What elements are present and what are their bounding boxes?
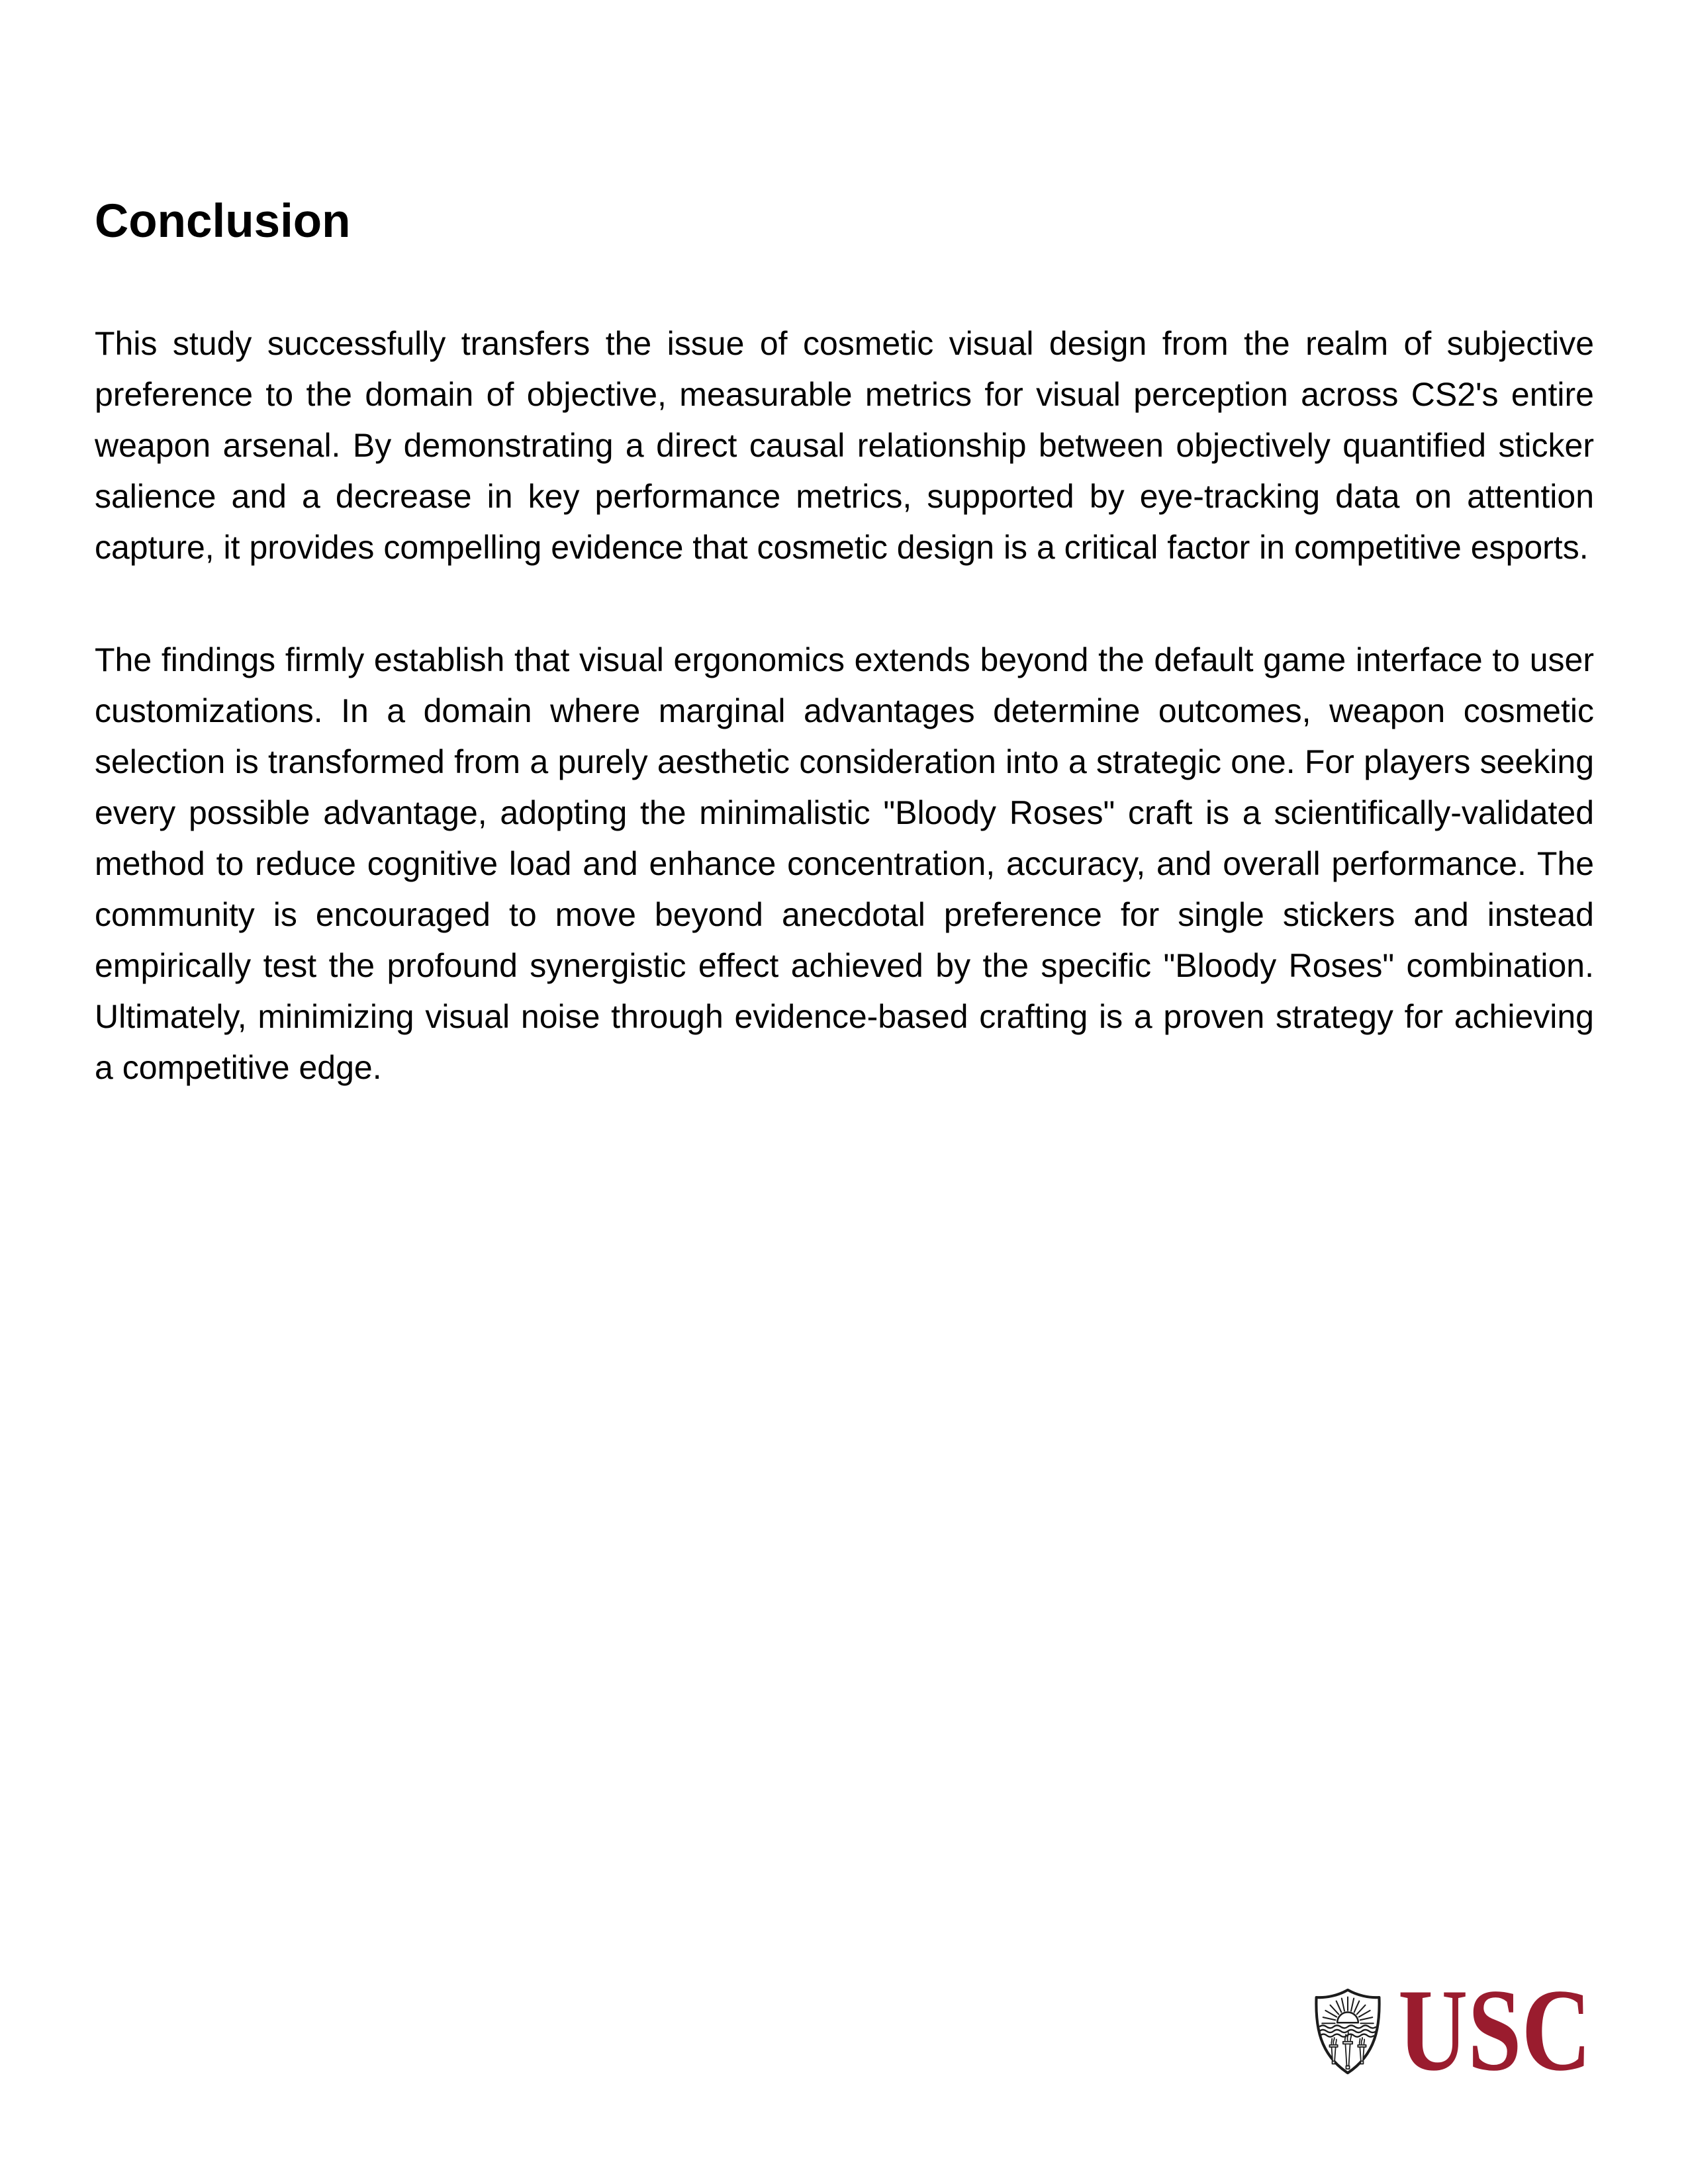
usc-wordmark: USC [1398,1964,1591,2095]
usc-shield-icon [1314,1987,1382,2075]
paragraph-2: The findings firmly establish that visual ergonomics extends beyond the default game interface to user customizations. In a domain where marginal advantages determine outcomes, weapon cosmetic selection is transformed from a purely aesthetic consideration into a strategic one. For players seeking every possible advantage, adopting the minimalistic "Bloody Roses" craft is a scientifically-validated method to reduce cognitive load and enhance concentration, accuracy, and overall performance. The community is encouraged to move beyond anecdotal preference for single stickers and instead empirically test the profound synergistic effect achieved by the specific "Bloody Roses" combination. Ultimately, minimizing visual noise through evidence-based crafting is a proven strategy for achieving a competitive edge. [95,641,1594,1086]
paragraph-1: This study successfully transfers the issue of cosmetic visual design from the realm of subjective preference to the domain of objective, measurable metrics for visual perception across CS2's entire weapon arsenal. By demonstrating a direct causal relationship between objectively quantified sticker salience and a decrease in key performance metrics, supported by eye-tracking data on attention capture, it provides compelling evidence that cosmetic design is a critical factor in competitive esports. [95,325,1594,566]
page-title: Conclusion [95,195,351,248]
usc-logo [1314,1964,1605,2095]
document-content [95,0,1594,1093]
